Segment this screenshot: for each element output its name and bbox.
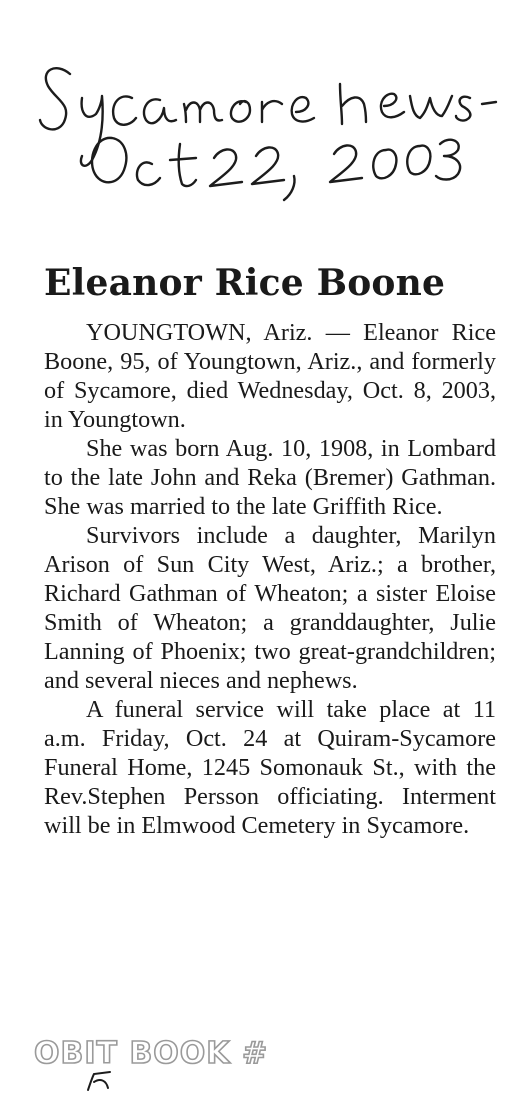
handwriting-sycamore-news	[40, 68, 496, 166]
obituary-paragraph: YOUNGTOWN, Ariz. — Eleanor Rice Boone, 95, of Youngtown, Ariz., and formerly of Sycamore, died Wednesday, Oct. 8, 2003, in Youngtown.	[44, 319, 496, 433]
handwritten-mark	[80, 1070, 160, 1092]
handwritten-note	[0, 0, 531, 220]
obit-book-stamp: OBIT BOOK #	[34, 1036, 269, 1071]
obituary-headline: Eleanor Rice Boone	[44, 262, 446, 304]
handwriting-date	[92, 138, 460, 200]
obituary-paragraph: She was born Aug. 10, 1908, in Lombard to the late John and Reka (Bremer) Gathman. She was married to the late Griffith Rice.	[44, 435, 496, 520]
obituary-paragraph: A funeral service will take place at 11 a.m. Friday, Oct. 24 at Quiram-Sycamore Funeral Home, 1245 Somonauk St., with the Rev.Stephen Persson officiating. Interment will be in Elmwood Cemetery in Sycamore.	[44, 696, 496, 839]
obituary-body	[44, 318, 496, 840]
obituary-paragraph: Survivors include a daughter, Marilyn Arison of Sun City West, Ariz.; a brother, Richard Gathman of Wheaton; a sister Eloise Smith of Wheaton; a granddaughter, Julie Lanning of Phoenix; two great-grandchildren; and several nieces and nephews.	[44, 522, 496, 694]
